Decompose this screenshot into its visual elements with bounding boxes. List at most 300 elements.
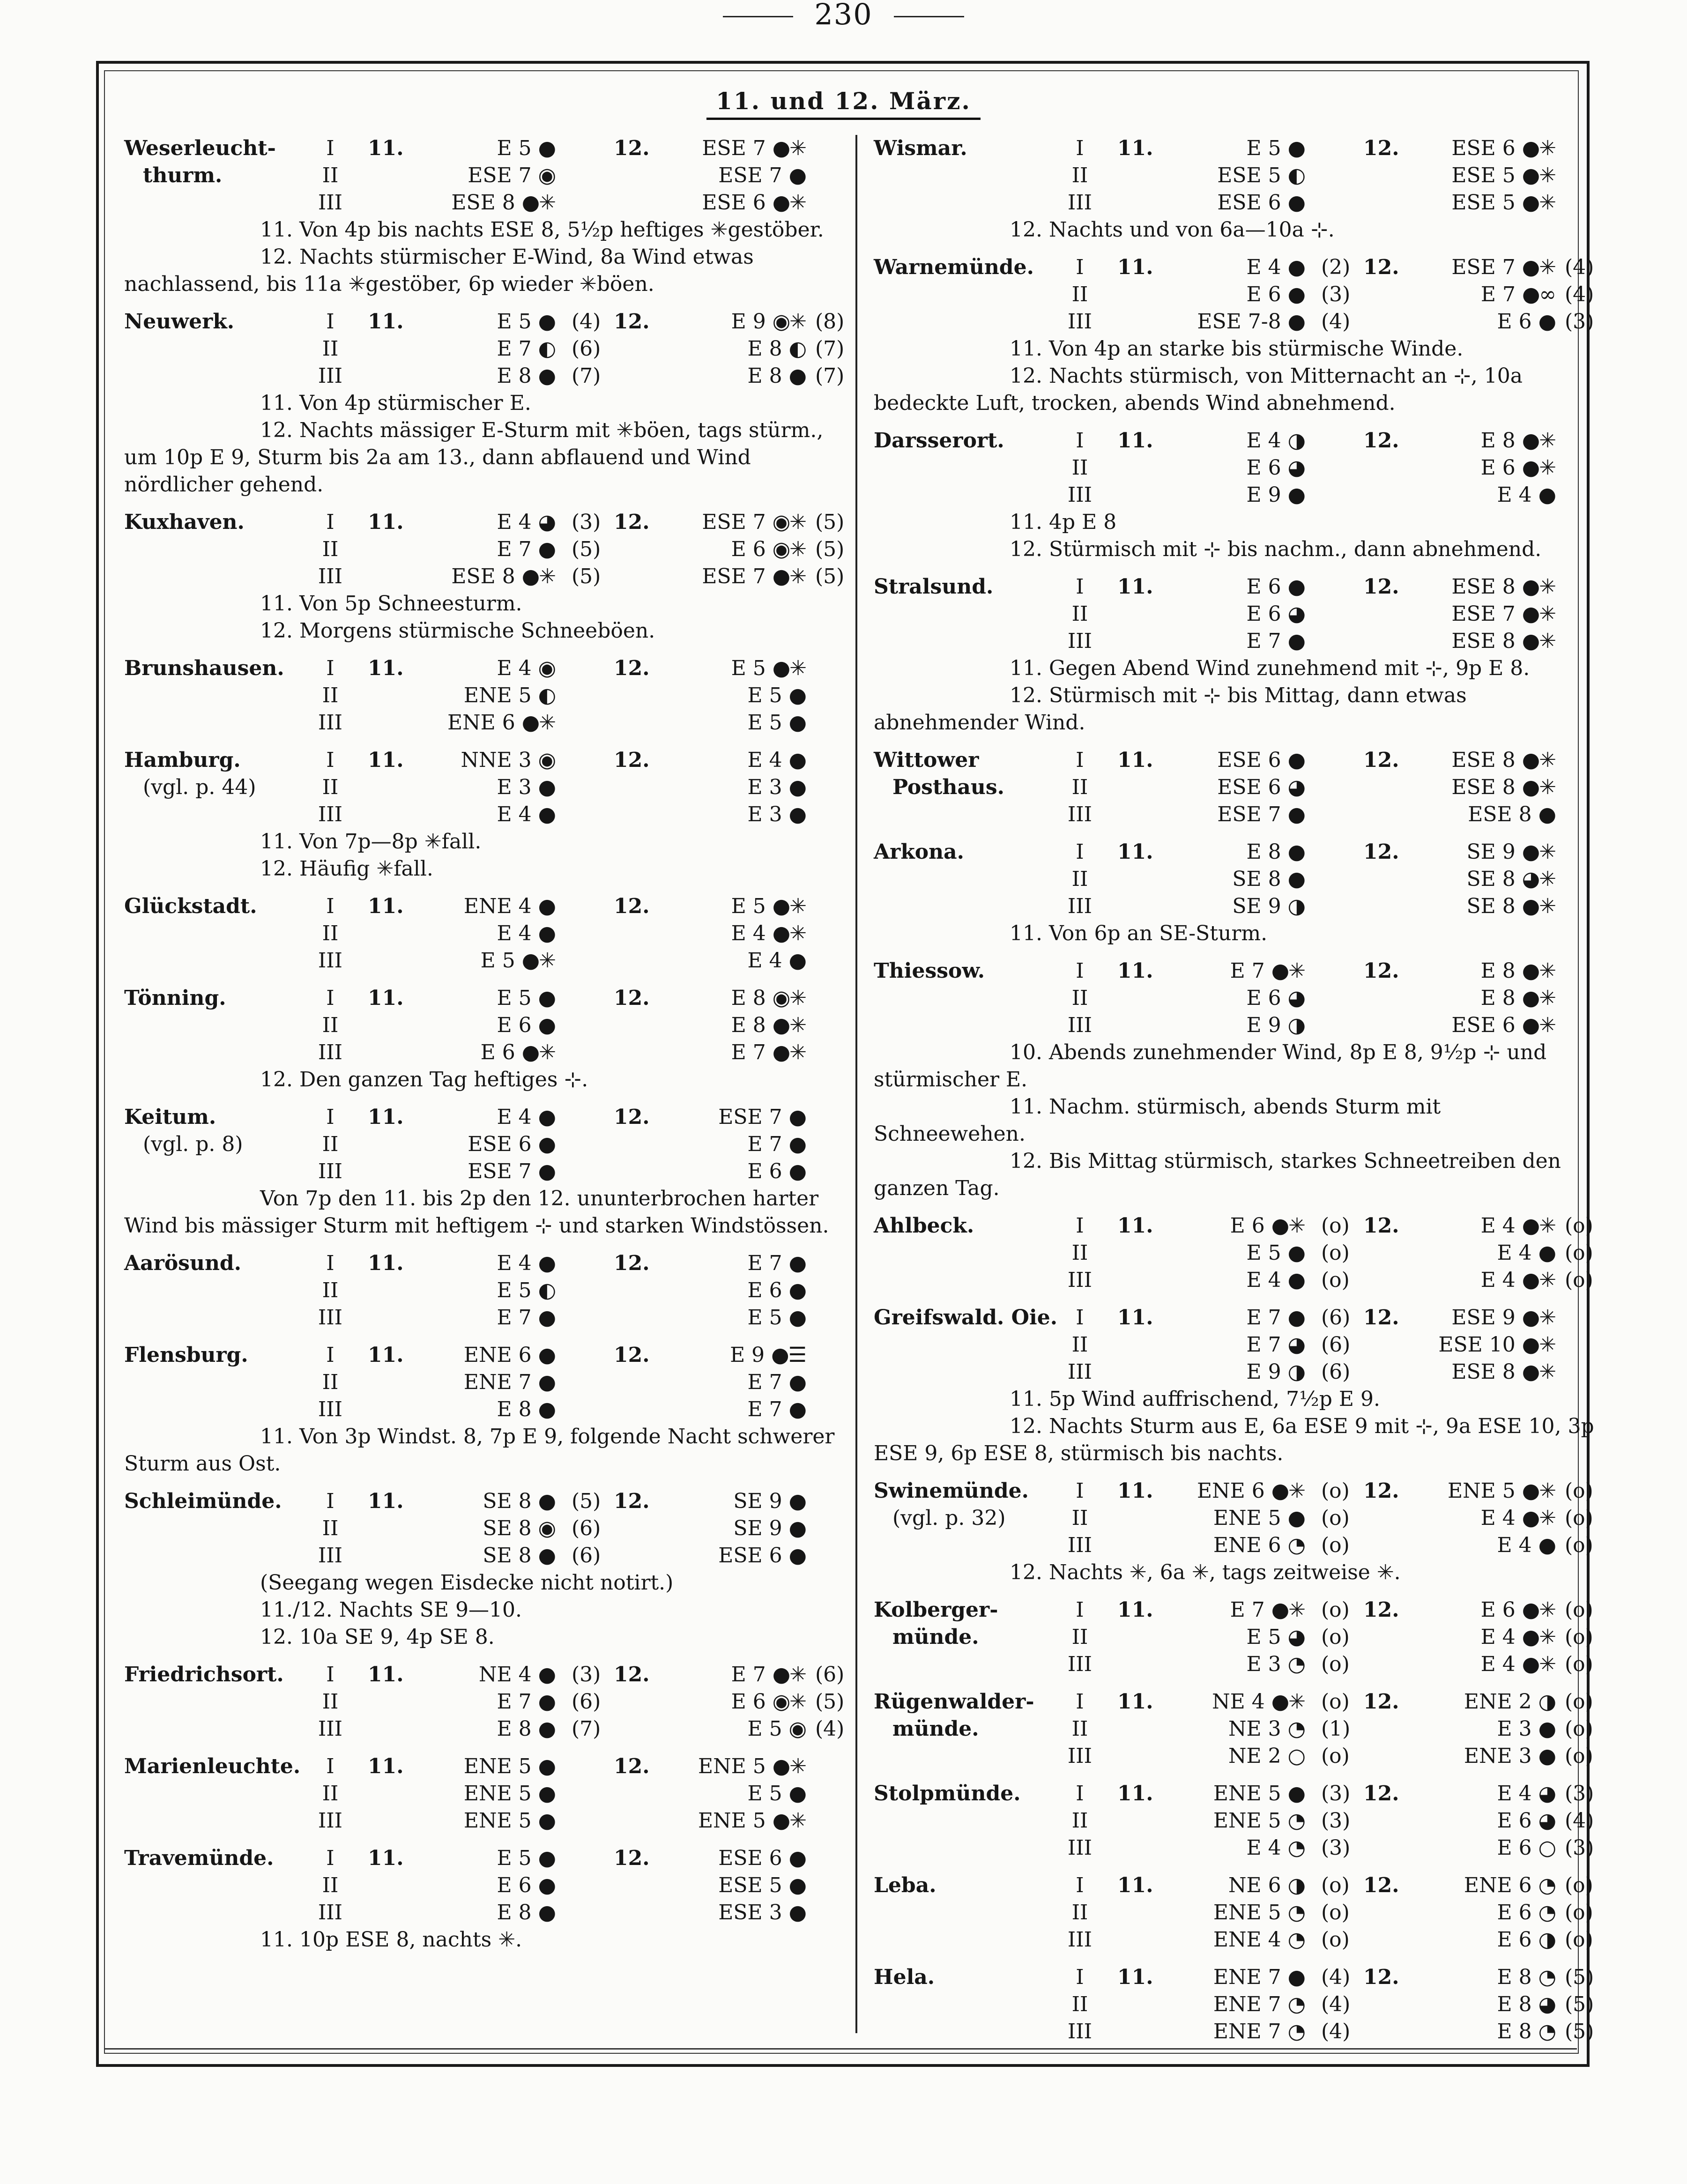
station-block: [124, 1661, 855, 1743]
weather-symbol-icon: ●✳: [1522, 1360, 1555, 1384]
day-12-label: 12.: [1363, 1873, 1399, 1897]
station-block: [124, 1104, 855, 1240]
station-block: [124, 308, 855, 498]
wind-text: E 8: [731, 986, 773, 1010]
wind-obs-day-12: [661, 655, 806, 682]
weather-symbol-icon: ●: [788, 1873, 806, 1897]
sea-state-day-11: (4): [1321, 2020, 1351, 2043]
wind-obs-day-11: [1164, 1780, 1305, 1807]
station-block: [124, 1342, 855, 1478]
weather-symbol-icon: ◕: [1287, 986, 1305, 1010]
sea-state-day-12: (5): [1565, 1992, 1594, 2016]
obs-time-roman: II: [1071, 602, 1088, 626]
station-name-cont: münde.: [892, 1717, 979, 1741]
wind-obs-day-12: [661, 1872, 806, 1899]
weather-symbol-icon: ●: [1287, 136, 1305, 160]
wind-obs-day-11: [415, 774, 555, 801]
wind-text: E 7: [1246, 1306, 1288, 1330]
day-11-label: 11.: [368, 1105, 404, 1129]
obs-time-roman: II: [1071, 986, 1088, 1010]
wind-obs-day-12: [1410, 281, 1555, 308]
wind-text: E 4: [1480, 1625, 1522, 1649]
wind-text: E 6: [1497, 1836, 1538, 1860]
wind-text: E 6: [1480, 1598, 1522, 1622]
page-number-text: 230: [814, 0, 873, 31]
station-name: Wittower: [874, 748, 979, 772]
wind-obs-day-11: [1164, 1505, 1305, 1532]
wind-text: E 8: [1497, 1965, 1538, 1989]
wind-obs-day-12: [661, 1104, 806, 1131]
obs-time-roman: II: [322, 1370, 339, 1394]
weather-symbol-icon: ●✳: [1522, 575, 1555, 599]
weather-symbol-icon: ●: [1538, 1717, 1555, 1741]
day-12-label: 12.: [614, 1663, 650, 1686]
observation-row: [124, 1250, 855, 1277]
obs-time-roman: II: [322, 921, 339, 945]
sea-state-day-11: (o): [1321, 1268, 1350, 1292]
sea-state-day-12: (5): [1565, 1965, 1594, 1989]
wind-text: E 9: [1246, 1013, 1288, 1037]
sea-state-day-11: (3): [1321, 1809, 1351, 1833]
weather-symbol-icon: ●: [788, 802, 806, 826]
wind-text: E 6: [497, 1873, 538, 1897]
wind-obs-day-11: [1164, 958, 1305, 985]
obs-time-roman: III: [318, 711, 343, 735]
weather-symbol-icon: ●: [538, 537, 555, 561]
obs-time-roman: II: [322, 775, 339, 799]
wind-obs-day-12: [1410, 1012, 1555, 1039]
day-11-label: 11.: [1117, 1214, 1153, 1238]
weather-symbol-icon: ◔: [1538, 2020, 1555, 2043]
wind-text: ENE 5: [463, 1809, 538, 1833]
wind-obs-day-12: [1410, 482, 1555, 509]
day-12-label: 12.: [1363, 575, 1399, 599]
obs-time-roman: III: [1067, 1836, 1092, 1860]
wind-obs-day-11: [415, 985, 555, 1012]
wind-obs-day-12: [1410, 1624, 1555, 1651]
observation-row: [124, 682, 855, 709]
weather-symbol-icon: ●: [1287, 191, 1305, 215]
station-note: 12. 10a SE 9, 4p SE 8.: [260, 1625, 495, 1649]
weather-symbol-icon: ●: [538, 1370, 555, 1394]
wind-obs-day-12: [661, 774, 806, 801]
obs-time-roman: III: [1067, 1533, 1092, 1557]
weather-symbol-icon: ◔: [1287, 1652, 1305, 1676]
wind-text: ENE 7: [1213, 1992, 1288, 2016]
wind-text: ESE 6: [1217, 748, 1288, 772]
day-11-label: 11.: [368, 1754, 404, 1778]
sea-state-day-12: (o): [1565, 1268, 1593, 1292]
wind-obs-day-11: [415, 747, 555, 774]
sea-state-day-12: (o): [1565, 1652, 1593, 1676]
station-name: Hela.: [874, 1965, 935, 1989]
observation-row: [124, 1515, 855, 1542]
day-12-label: 12.: [614, 310, 650, 334]
observation-row: [124, 1104, 855, 1131]
day-11-label: 11.: [1117, 840, 1153, 864]
wind-obs-day-11: [1164, 1807, 1305, 1835]
weather-symbol-icon: ●: [1287, 310, 1305, 334]
wind-obs-day-12: [661, 920, 806, 947]
day-12-label: 12.: [1363, 1598, 1399, 1622]
day-12-label: 12.: [1363, 1214, 1399, 1238]
wind-text: ENE 5: [463, 1782, 538, 1805]
obs-time-roman: III: [318, 191, 343, 215]
weather-symbol-icon: ◉: [538, 1516, 555, 1540]
weather-symbol-icon: ●✳: [772, 1040, 806, 1064]
sea-state-day-12: (o): [1565, 1506, 1593, 1530]
wind-obs-day-12: [661, 509, 806, 536]
station-block: [124, 893, 855, 974]
wind-text: ESE 8: [1451, 1360, 1522, 1384]
weather-symbol-icon: ●: [538, 1306, 555, 1330]
wind-text: E 6: [1480, 456, 1522, 480]
weather-symbol-icon: ●: [538, 1846, 555, 1870]
wind-obs-day-11: [1164, 893, 1305, 920]
wind-text: SE 8: [1466, 894, 1522, 918]
observation-row: [124, 1807, 855, 1835]
wind-text: ESE 7: [1217, 802, 1288, 826]
observation-row: [874, 1716, 1605, 1743]
wind-obs-day-12: [661, 1753, 806, 1780]
weather-symbol-icon: ●: [788, 1846, 806, 1870]
weather-symbol-icon: ●: [788, 949, 806, 973]
obs-time-roman: II: [1071, 282, 1088, 306]
wind-obs-day-12: [661, 1158, 806, 1185]
weather-symbol-icon: ●✳: [1522, 163, 1555, 187]
obs-time-roman: III: [1067, 1744, 1092, 1768]
obs-time-roman: III: [318, 1040, 343, 1064]
observation-row: [124, 1131, 855, 1158]
sea-state-day-11: (5): [572, 1489, 601, 1513]
wind-obs-day-11: [1164, 162, 1305, 189]
weather-symbol-icon: ●: [788, 1544, 806, 1567]
weather-symbol-icon: ●: [788, 748, 806, 772]
station-name: Swinemünde.: [874, 1479, 1029, 1503]
wind-obs-day-12: [1410, 801, 1555, 828]
page-title-text: 11. und 12. März.: [706, 87, 981, 120]
weather-symbol-icon: ●: [788, 1132, 806, 1156]
weather-symbol-icon: ●: [788, 1516, 806, 1540]
observation-row: [874, 1212, 1605, 1240]
wind-text: E 5: [747, 1306, 789, 1330]
wind-obs-day-11: [1164, 1991, 1305, 2018]
wind-text: ESE 8: [451, 191, 522, 215]
wind-text: E 3: [497, 775, 538, 799]
day-11-label: 11.: [1117, 959, 1153, 983]
weather-symbol-icon: ●✳: [772, 1013, 806, 1037]
sea-state-day-12: (5): [815, 537, 845, 561]
obs-time-roman: II: [322, 683, 339, 707]
wind-text: E 4: [497, 921, 538, 945]
weather-symbol-icon: ●: [538, 1132, 555, 1156]
sea-state-day-12: (o): [1565, 1717, 1593, 1741]
weather-symbol-icon: ●: [788, 1782, 806, 1805]
sea-state-day-12: (4): [1565, 255, 1594, 279]
wind-obs-day-12: [1410, 1240, 1555, 1267]
observation-row: [874, 281, 1605, 308]
weather-symbol-icon: ◕: [1538, 1809, 1555, 1833]
wind-obs-day-11: [415, 563, 555, 590]
day-12-label: 12.: [614, 1343, 650, 1367]
observation-row: [874, 1991, 1605, 2018]
weather-symbol-icon: ●: [1538, 483, 1555, 507]
weather-symbol-icon: ●: [1287, 1241, 1305, 1265]
weather-symbol-icon: ●: [1287, 282, 1305, 306]
wind-obs-day-12: [1410, 1505, 1555, 1532]
weather-symbol-icon: ◑: [1287, 429, 1305, 453]
wind-obs-day-11: [415, 1342, 555, 1369]
observation-row: [124, 1012, 855, 1039]
wind-text: E 7: [497, 1306, 538, 1330]
wind-obs-day-12: [661, 1131, 806, 1158]
wind-text: ENE 7: [463, 1370, 538, 1394]
weather-symbol-icon: ●: [788, 711, 806, 735]
obs-time-roman: III: [318, 1159, 343, 1183]
wind-text: ENE 3: [1464, 1744, 1538, 1768]
weather-symbol-icon: ●: [538, 1251, 555, 1275]
station-name: Warnemünde.: [874, 255, 1034, 279]
wind-obs-day-12: [1410, 2018, 1555, 2045]
weather-symbol-icon: ●✳: [1522, 136, 1555, 160]
wind-text: ENE 6: [1197, 1479, 1271, 1503]
station-note: 11./12. Nachts SE 9—10.: [260, 1598, 522, 1622]
sea-state-day-11: (7): [572, 364, 601, 388]
station-block: [874, 1964, 1605, 2045]
weather-symbol-icon: ◉✳: [772, 537, 806, 561]
weather-symbol-icon: ●: [788, 683, 806, 707]
sea-state-day-12: (3): [1565, 1836, 1594, 1860]
observation-row: [124, 801, 855, 828]
weather-symbol-icon: ◐: [538, 337, 555, 361]
wind-obs-day-11: [415, 189, 555, 216]
wind-text: NE 4: [1212, 1690, 1271, 1714]
sea-state-day-12: (5): [815, 510, 845, 534]
weather-symbol-icon: ●: [538, 921, 555, 945]
weather-symbol-icon: ◉✳: [772, 310, 806, 334]
wind-text: SE 9: [733, 1489, 789, 1513]
station-name: Flensburg.: [124, 1343, 248, 1367]
wind-text: E 4: [1480, 1268, 1522, 1292]
obs-time-roman: I: [1076, 1690, 1084, 1714]
sea-state-day-12: (3): [1565, 310, 1594, 334]
weather-symbol-icon: ●: [788, 1105, 806, 1129]
station-note: 11. Von 7p—8p ✳fall.: [260, 830, 482, 854]
wind-text: E 4: [497, 1251, 538, 1275]
wind-text: ENE 5: [1213, 1809, 1288, 1833]
wind-text: E 4: [1480, 1506, 1522, 1530]
sea-state-day-11: (3): [572, 510, 601, 534]
obs-time-roman: I: [326, 136, 334, 160]
sea-state-day-11: (o): [1321, 1744, 1350, 1768]
obs-time-roman: III: [1067, 191, 1092, 215]
weather-symbol-icon: ●✳: [1522, 191, 1555, 215]
weather-symbol-icon: ●✳: [1522, 775, 1555, 799]
station-name: Stralsund.: [874, 575, 994, 599]
observation-row: [124, 1488, 855, 1515]
weather-symbol-icon: ◔: [1538, 1901, 1555, 1924]
wind-text: E 7: [747, 1397, 789, 1421]
weather-symbol-icon: ●✳: [1271, 1598, 1305, 1622]
wind-obs-day-11: [415, 1012, 555, 1039]
sea-state-day-12: (5): [815, 565, 845, 588]
page-title: [0, 87, 1687, 115]
weather-symbol-icon: ●✳: [1522, 986, 1555, 1010]
obs-time-roman: I: [326, 510, 334, 534]
weather-symbol-icon: ●✳: [772, 565, 806, 588]
wind-obs-day-12: [661, 189, 806, 216]
wind-obs-day-11: [415, 920, 555, 947]
wind-text: E 5: [747, 711, 789, 735]
day-11-label: 11.: [368, 656, 404, 680]
weather-symbol-icon: ●: [538, 1397, 555, 1421]
wind-text: E 7: [497, 537, 538, 561]
station-block: [874, 747, 1605, 828]
wind-text: NE 2: [1228, 1744, 1288, 1768]
station-name: Marienleuchte.: [124, 1754, 301, 1778]
weather-symbol-icon: ●: [1287, 1965, 1305, 1989]
observation-row: [874, 1478, 1605, 1505]
observation-row: [874, 1597, 1605, 1624]
weather-symbol-icon: ●: [788, 775, 806, 799]
observation-row: [874, 1012, 1605, 1039]
weather-symbol-icon: ●: [538, 1663, 555, 1686]
wind-obs-day-12: [661, 1250, 806, 1277]
column-divider: [855, 135, 857, 2033]
weather-symbol-icon: ●✳: [521, 565, 555, 588]
day-11-label: 11.: [1117, 1873, 1153, 1897]
wind-text: ENE 6: [1464, 1873, 1538, 1897]
obs-time-roman: I: [1076, 1479, 1084, 1503]
station-note: 11. Von 5p Schneesturm.: [260, 592, 522, 616]
sea-state-day-12: (5): [1565, 2020, 1594, 2043]
sea-state-day-12: (o): [1565, 1214, 1593, 1238]
wind-text: ESE 5: [1217, 163, 1288, 187]
obs-time-roman: III: [318, 1717, 343, 1741]
wind-text: ENE 7: [1213, 2020, 1288, 2043]
wind-text: ENE 5: [1448, 1479, 1522, 1503]
wind-obs-day-11: [415, 1304, 555, 1331]
wind-obs-day-11: [415, 162, 555, 189]
weather-symbol-icon: ○: [1287, 1744, 1305, 1768]
weather-symbol-icon: ●: [1538, 310, 1555, 334]
wind-text: ENE 5: [1213, 1901, 1288, 1924]
station-block: [124, 1845, 855, 1954]
wind-obs-day-12: [661, 1688, 806, 1716]
weather-symbol-icon: ◑: [1287, 1013, 1305, 1037]
sea-state-day-12: (5): [815, 1690, 845, 1714]
obs-time-roman: III: [1067, 1928, 1092, 1952]
wind-text: ESE 3: [718, 1901, 789, 1924]
station-block: [874, 1478, 1605, 1586]
weather-symbol-icon: ●: [538, 894, 555, 918]
wind-text: E 4: [497, 656, 538, 680]
station-note: 11. 10p ESE 8, nachts ✳.: [260, 1928, 522, 1952]
wind-obs-day-12: [661, 947, 806, 974]
wind-obs-day-11: [1164, 1597, 1305, 1624]
wind-text: ENE 4: [1213, 1928, 1288, 1952]
wind-obs-day-11: [415, 947, 555, 974]
station-note: 11. 5p Wind auffrischend, 7½p E 9.: [1010, 1387, 1381, 1411]
day-12-label: 12.: [1363, 255, 1399, 279]
weather-symbol-icon: ●✳: [521, 1040, 555, 1064]
observation-row: [124, 1716, 855, 1743]
station-name: Schleimünde.: [124, 1489, 282, 1513]
station-block: [874, 1304, 1605, 1467]
wind-text: E 4: [747, 748, 789, 772]
weather-symbol-icon: ●: [538, 1013, 555, 1037]
day-11-label: 11.: [1117, 575, 1153, 599]
weather-symbol-icon: ●✳: [1522, 1479, 1555, 1503]
wind-text: E 5: [747, 1717, 789, 1741]
wind-text: E 8: [1480, 959, 1522, 983]
observation-row: [874, 482, 1605, 509]
wind-obs-day-12: [661, 1396, 806, 1423]
obs-time-roman: II: [322, 337, 339, 361]
station-name: Arkona.: [874, 840, 964, 864]
day-12-label: 12.: [1363, 1690, 1399, 1714]
wind-text: E 8: [1497, 1992, 1538, 2016]
sea-state-day-12: (4): [1565, 1809, 1594, 1833]
weather-symbol-icon: ●✳: [521, 191, 555, 215]
wind-text: E 8: [1497, 2020, 1538, 2043]
wind-text: ESE 8: [451, 565, 522, 588]
station-name: Darsserort.: [874, 429, 1004, 453]
observation-row: [874, 1926, 1605, 1954]
wind-obs-day-11: [1164, 135, 1305, 162]
wind-obs-day-11: [415, 536, 555, 563]
wind-text: E 4: [1497, 483, 1538, 507]
weather-symbol-icon: ●✳: [772, 1663, 806, 1686]
wind-text: E 5: [1246, 1241, 1288, 1265]
wind-text: NE 3: [1228, 1717, 1288, 1741]
weather-symbol-icon: ●: [538, 136, 555, 160]
weather-symbol-icon: ●✳: [1522, 748, 1555, 772]
wind-text: E 4: [1497, 1782, 1538, 1805]
wind-text: E 5: [731, 894, 773, 918]
sea-state-day-11: (o): [1321, 1625, 1350, 1649]
wind-text: E 7: [731, 1040, 773, 1064]
sea-state-day-11: (o): [1321, 1533, 1350, 1557]
wind-text: E 5: [497, 310, 538, 334]
observation-row: [874, 1505, 1605, 1532]
weather-symbol-icon: ●✳: [772, 921, 806, 945]
sea-state-day-11: (2): [1321, 255, 1351, 279]
obs-time-roman: III: [318, 1306, 343, 1330]
sea-state-day-11: (5): [572, 565, 601, 588]
weather-symbol-icon: ●✳: [1271, 1690, 1305, 1714]
wind-obs-day-11: [1164, 628, 1305, 655]
station-block: [124, 747, 855, 883]
obs-time-roman: II: [1071, 1901, 1088, 1924]
wind-obs-day-11: [1164, 1688, 1305, 1716]
station-note: 12. Stürmisch mit ⊹ bis Mittag, dann etwas abnehmender Wind.: [874, 683, 1467, 735]
weather-symbol-icon: ●: [788, 163, 806, 187]
wind-obs-day-12: [1410, 162, 1555, 189]
sea-state-day-11: (5): [572, 537, 601, 561]
wind-obs-day-12: [661, 1012, 806, 1039]
weather-symbol-icon: ●✳: [1522, 255, 1555, 279]
wind-obs-day-12: [1410, 1532, 1555, 1559]
weather-symbol-icon: ●: [538, 775, 555, 799]
wind-text: E 4: [1246, 1268, 1288, 1292]
day-12-label: 12.: [614, 1251, 650, 1275]
station-block: [124, 985, 855, 1093]
sea-state-day-11: (7): [572, 1717, 601, 1741]
wind-obs-day-11: [1164, 801, 1305, 828]
observation-row: [874, 747, 1605, 774]
wind-text: E 6: [1246, 575, 1288, 599]
